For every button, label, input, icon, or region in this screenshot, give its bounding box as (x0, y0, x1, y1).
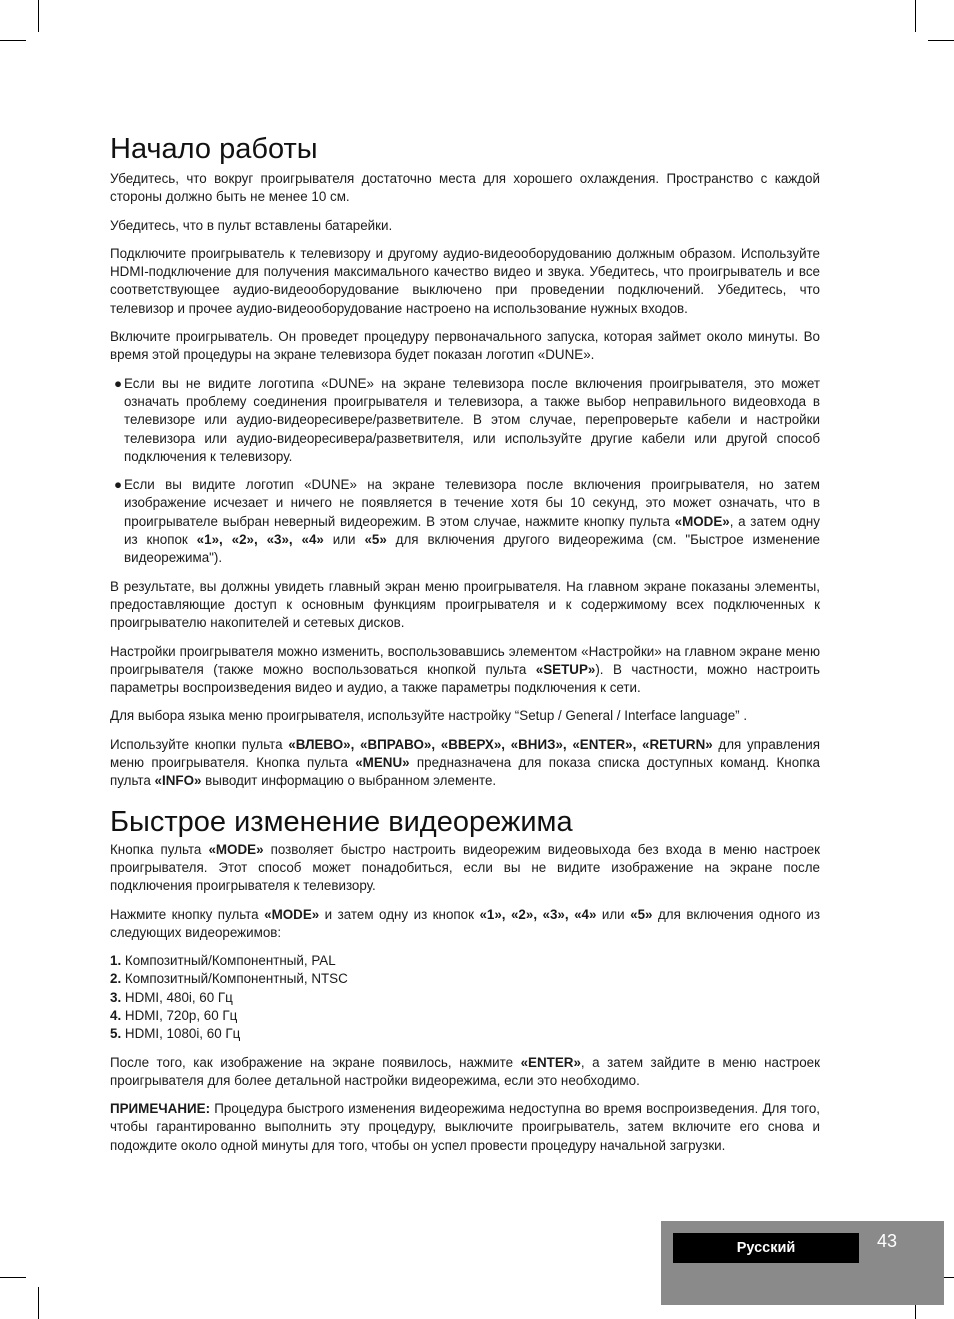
key-label: «MENU» (355, 755, 410, 771)
text: для включения одного из следующих видеорежимов: (110, 906, 820, 940)
paragraph (110, 841, 820, 896)
bullet-icon: ● (114, 477, 123, 493)
section-title-getting-started: Начало работы (110, 133, 318, 165)
key-label: «ВЛЕВО», «ВПРАВО», «ВВЕРХ», «ВНИЗ», «ENTER», «RETURN» (288, 736, 713, 752)
key-label: «1», «2», «3», «4» (196, 532, 324, 548)
list-text: Композитный/Компонентный, NTSC (121, 971, 348, 987)
note-paragraph (110, 1100, 820, 1155)
text: или (596, 906, 631, 922)
bullet-icon: ● (114, 375, 123, 391)
text: и затем одну из кнопок (319, 906, 480, 922)
list-item (110, 1007, 820, 1025)
paragraph (110, 736, 820, 791)
page-content (110, 132, 820, 1165)
text: ). В частности, можно настроить параметры воспроизведения видео и аудио, а также параметры подключения к сети. (110, 661, 820, 696)
bullet-text: Если вы не видите логотипа «DUNE» на экране телевизора после включения проигрывателя, это может означать проблему соединения проигрывателя и телевизора, а также выбор неправильного видеовхода в телевизоре или аудио-видеоресивере/разветвителе. В этом случае, перепроверьте кабели и настройки телевизора или аудио-видеоресивера/разветвителя, или используйте другие кабели или другой способ подключения к телевизору. (124, 375, 820, 464)
key-label: «5» (630, 906, 653, 922)
text: для управления меню проигрывателя. Кнопка пульта (110, 736, 820, 771)
paragraph: Подключите проигрыватель к телевизору и другому аудио-видеооборудованию должным образом. Используйте HDMI-подключение для получения максимального качество видео и звука. Убедитесь, что проигрыватель и все соответствующее аудио-видеооборудование выключено при проведении подключений. Убедитесь, что телевизор и прочее аудио-видеооборудование настроено на использование нужных входов. (110, 245, 820, 316)
paragraph: Включите проигрыватель. Он проведет процедуру первоначального запуска, которая займет около минуты. Во время этой процедуры на экране телевизора будет показан логотип «DUNE». (110, 329, 820, 363)
paragraph: Для выбора языка меню проигрывателя, используйте настройку “Setup / General / Interface language” . (110, 708, 748, 724)
paragraph: В результате, вы должны увидеть главный экран меню проигрывателя. На главном экране показаны элементы, предоставляющие доступ к основным функциям проигрывателя и к содержимому всех подключенных к проигрывателю накопителей и сетевых дисков. (110, 578, 820, 631)
list-number: 5. (110, 1026, 122, 1042)
text: выводит информацию о выбранном элементе. (201, 773, 497, 789)
text: Кнопка пульта (110, 841, 209, 857)
key-label: «SETUP» (535, 661, 596, 677)
text: предназначена для показа списка доступных команд. Кнопка пульта (110, 755, 820, 789)
list-number: 3. (110, 989, 122, 1005)
paragraph: Убедитесь, что в пульт вставлены батарейки. (110, 217, 393, 233)
list-number: 1. (110, 953, 122, 969)
bullet-item (110, 375, 820, 466)
key-label: «MODE» (264, 906, 320, 922)
list-item (110, 1025, 820, 1043)
key-label: «ENTER» (520, 1054, 581, 1070)
key-label: «5» (364, 532, 387, 548)
crop-mark (928, 40, 954, 41)
bullet-text: Если вы видите логотип «DUNE» на экране телевизора после включения проигрывателя, но затем изображение исчезает и ничего не появляется в течение хотя бы 10 секунд, это может означать, что в проигрывателе выбран неверный видеорежим. В этом случае, нажмите кнопку пульта (124, 477, 820, 529)
list-text: HDMI, 1080i, 60 Гц (121, 1026, 241, 1042)
paragraph: Убедитесь, что вокруг проигрывателя достаточно места для хорошего охлаждения. Пространство с каждой стороны должно быть не менее 10 см. (110, 171, 820, 205)
list-text: HDMI, 480i, 60 Гц (121, 989, 233, 1005)
text: Используйте кнопки пульта (110, 736, 289, 752)
text: позволяет быстро настроить видеорежим видеовыхода без входа в меню настроек проигрывателя. Этот способ может понадобиться, если вы не видите изображение на экране после подключения проигрывателя к телевизору. (110, 841, 820, 894)
list-item (110, 989, 820, 1007)
list-text: HDMI, 720p, 60 Гц (121, 1007, 238, 1023)
list-number: 4. (110, 1007, 122, 1023)
list-number: 2. (110, 971, 122, 987)
key-label: «INFO» (154, 773, 202, 789)
text: , а затем зайдите в меню настроек проигрывателя для более детальной настройки видеорежима, если это необходимо. (110, 1054, 820, 1088)
crop-mark (38, 0, 39, 32)
paragraph (110, 1054, 820, 1091)
paragraph (110, 643, 820, 698)
list-item (110, 970, 820, 988)
bullet-text: для включения другого видеорежима (см. "Быстрое изменение видеорежима"). (124, 532, 820, 566)
bullet-text: или (323, 532, 365, 548)
key-label: «1», «2», «3», «4» (479, 906, 597, 922)
video-mode-list (110, 952, 820, 1043)
text: Нажмите кнопку пульта (110, 906, 265, 922)
paragraph (110, 906, 820, 943)
footer-language-box (661, 1221, 944, 1305)
crop-mark (0, 40, 26, 41)
text: Настройки проигрывателя можно изменить, воспользовавшись элементом «Настройки» на главном экране меню проигрывателя (также можно воспользоваться кнопкой пульта (110, 643, 820, 677)
text: После того, как изображение на экране появилось, нажмите (110, 1054, 521, 1070)
note-text: Процедура быстрого изменения видеорежима недоступна во время воспроизведения. Для того, чтобы гарантированно выполнить эту процедуру, выключите проигрыватель, затем включите его снова и подождите около одной минуты для того, чтобы он успел провести процедуру начальной загрузки. (110, 1101, 820, 1153)
section-title-quick-video-mode: Быстрое изменение видеорежима (110, 805, 573, 838)
crop-mark (38, 1287, 39, 1319)
page-number: 43 (877, 1231, 898, 1251)
bullet-item (110, 476, 820, 567)
list-text: Композитный/Компонентный, PAL (121, 953, 336, 969)
language-label: Русский (673, 1233, 859, 1263)
key-label: «MODE» (674, 513, 730, 529)
crop-mark (0, 1277, 26, 1278)
bullet-text: , а затем одну из кнопок (124, 513, 820, 548)
list-item (110, 952, 820, 970)
key-label: «MODE» (208, 841, 264, 857)
note-label: ПРИМЕЧАНИЕ: (110, 1101, 211, 1117)
crop-mark (915, 0, 916, 32)
